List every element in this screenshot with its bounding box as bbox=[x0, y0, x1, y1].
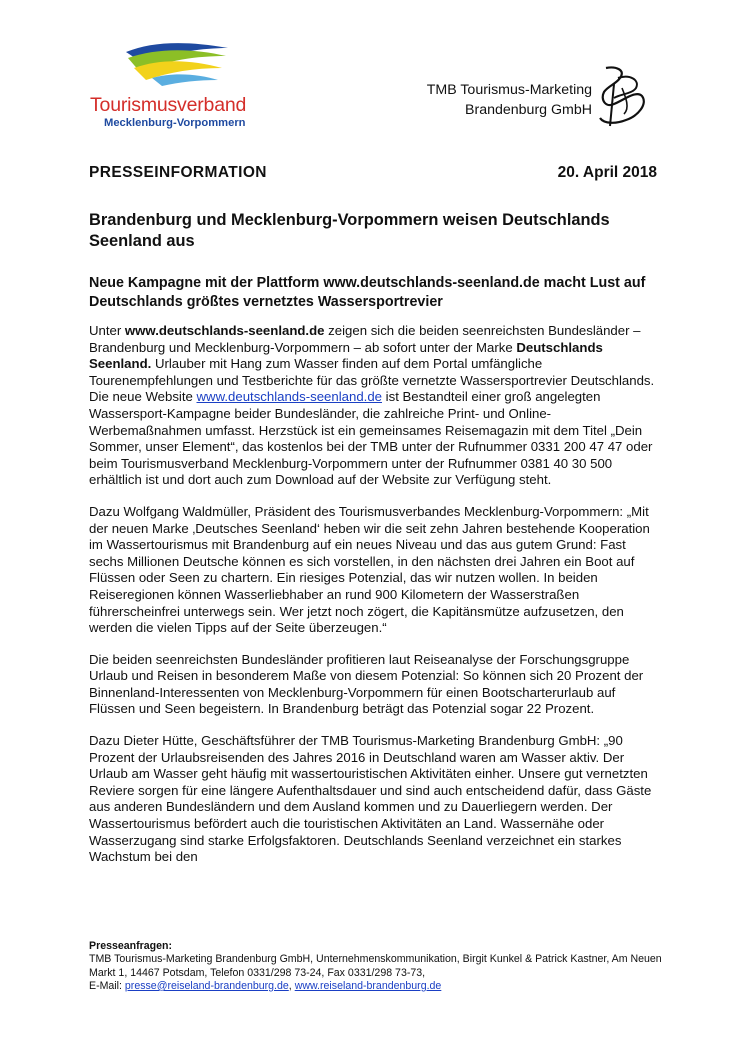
tmb-logo bbox=[400, 70, 660, 130]
press-info-label: PRESSEINFORMATION bbox=[89, 164, 267, 181]
footer-heading: Presseanfragen: bbox=[89, 940, 173, 952]
website-link[interactable]: www.reiseland-brandenburg.de bbox=[294, 979, 442, 992]
article-body bbox=[89, 323, 661, 881]
tmb-logo-line2: Brandenburg GmbH bbox=[465, 102, 592, 118]
tourismusverband-logo bbox=[88, 42, 260, 132]
wave-logo-icon bbox=[122, 42, 232, 88]
email-label: E-Mail: bbox=[89, 979, 125, 992]
p1-text-c: Urlauber mit Hang zum Wasser finden auf dem Portal umfängliche Tourenempfehlungen und Testberichte für das größte vernetzte Wassersportrevier Deutschlands. Die neue Website bbox=[89, 356, 655, 405]
p1-bold-brand: Deutschlands Seenland. bbox=[89, 339, 603, 372]
seenland-link[interactable]: www.deutschlands-seenland.de bbox=[196, 389, 382, 405]
paragraph-3: Die beiden seenreichsten Bundesländer profitieren laut Reiseanalyse der Forschungsgruppe Urlaub und Reisen in besonderem Maße von diesem Potenzial: So können sich 20 Prozent der Binnenland-Interessenten von Mecklenburg-Vorpommern für einen Bootscharterurlaub auf Flüssen und Seen begeistern. In Brandenburg beträgt das Potenzial sogar 22 Prozent. bbox=[89, 651, 644, 717]
p1-text-a: Unter bbox=[89, 323, 125, 338]
press-info-row bbox=[89, 164, 657, 184]
document-subtitle: Neue Kampagne mit der Plattform www.deutschlands-seenland.de macht Lust auf Deutschlands größtes vernetztes Wassersportrevier bbox=[89, 275, 646, 310]
brandenburg-b-icon bbox=[596, 64, 652, 130]
email-link[interactable]: presse@reiseland-brandenburg.de bbox=[124, 979, 289, 992]
release-date: 20. April 2018 bbox=[557, 164, 657, 181]
document-title: Brandenburg und Mecklenburg-Vorpommern weisen Deutschlands Seenland aus bbox=[89, 211, 610, 250]
footer-sep: , bbox=[288, 979, 295, 992]
logo-org-name: Tourismusverband bbox=[90, 94, 247, 116]
footer-links bbox=[89, 980, 669, 993]
p1-text-b: zeigen sich die beiden seenreichsten Bundesländer – Brandenburg und Mecklenburg-Vorpommern – ab sofort unter der Marke bbox=[89, 323, 641, 355]
logo-org-sub: Mecklenburg-Vorpommern bbox=[104, 117, 246, 129]
tmb-logo-line1: TMB Tourismus-Marketing bbox=[426, 82, 592, 98]
paragraph-1 bbox=[89, 323, 661, 489]
paragraph-2: Dazu Wolfgang Waldmüller, Präsident des Tourismusverbandes Mecklenburg-Vorpommern: „Mit der neuen Marke ‚Deutsches Seenland‘ heben wir die seit zehn Jahren bestehende Kooperation im Wassertourismus mit Brandenburg auf ein neues Niveau und das aus gutem Grund: Fast sechs Millionen Deutsche können es sich vorstellen, in den nächsten drei Jahren ein Boot auf Flüssen oder Seen zu chartern. Ein riesiges Potenzial, das wir nutzen wollen. In beiden Reiseregionen können Wasserliebhaber an rund 900 Kilometern der Wasserstraßen führerscheinfrei unterwegs sein. Wer jetzt noch zögert, die Kapitänsmütze aufzusetzen, den werden die vielen Tipps auf der Seite überzeugen.“ bbox=[89, 503, 650, 636]
paragraph-4: Dazu Dieter Hütte, Geschäftsführer der TMB Tourismus-Marketing Brandenburg GmbH: „90 Prozent der Urlaubsreisenden des Jahres 2016 in Deutschland waren am Wasser aktiv. Der Urlaub am Wasser geht häufig mit wassertouristischen Aktivitäten einher. Unsere gut vernetzten Reviere sorgen für eine längere Aufenthaltsdauer und sind auch entscheidend dafür, dass Gäste aus anderen Bundesländern und dem Ausland kommen und zu Dauerliegern werden. Der Wassertourismus befördert auch die touristischen Aktivitäten an Land. Wassernähe oder Wasserzugang sind starke Erfolgsfaktoren. Deutschlands Seenland verzeichnet ein starkes Wachstum bei den bbox=[89, 733, 652, 865]
p1-bold-url: www.deutschlands-seenland.de bbox=[124, 323, 325, 338]
p1-text-d: ist Bestandteil einer groß angelegten Wassersport-Kampagne beider Bundesländer, die zahlreiche Print- und Online-Werbemaßnahmen umfasst. Herzstück ist ein gemeinsames Reisemagazin mit dem Titel „Dein Sommer, unser Element“, das kostenlos bei der TMB unter der Rufnummer 0331 200 47 47 oder beim Tourismusverband Mecklenburg-Vorpommern unter der Rufnummer 0381 40 30 500 erhältlich ist und dort auch zum Download auf der Website zur Verfügung steht. bbox=[89, 389, 653, 488]
press-contact-footer bbox=[89, 940, 669, 993]
footer-contact-line: TMB Tourismus-Marketing Brandenburg GmbH, Unternehmenskommunikation, Birgit Kunkel & Patrick Kastner, Am Neuen Markt 1, 14467 Potsdam, Telefon 0331/298 73-24, Fax 0331/298 73-73, bbox=[89, 953, 662, 979]
